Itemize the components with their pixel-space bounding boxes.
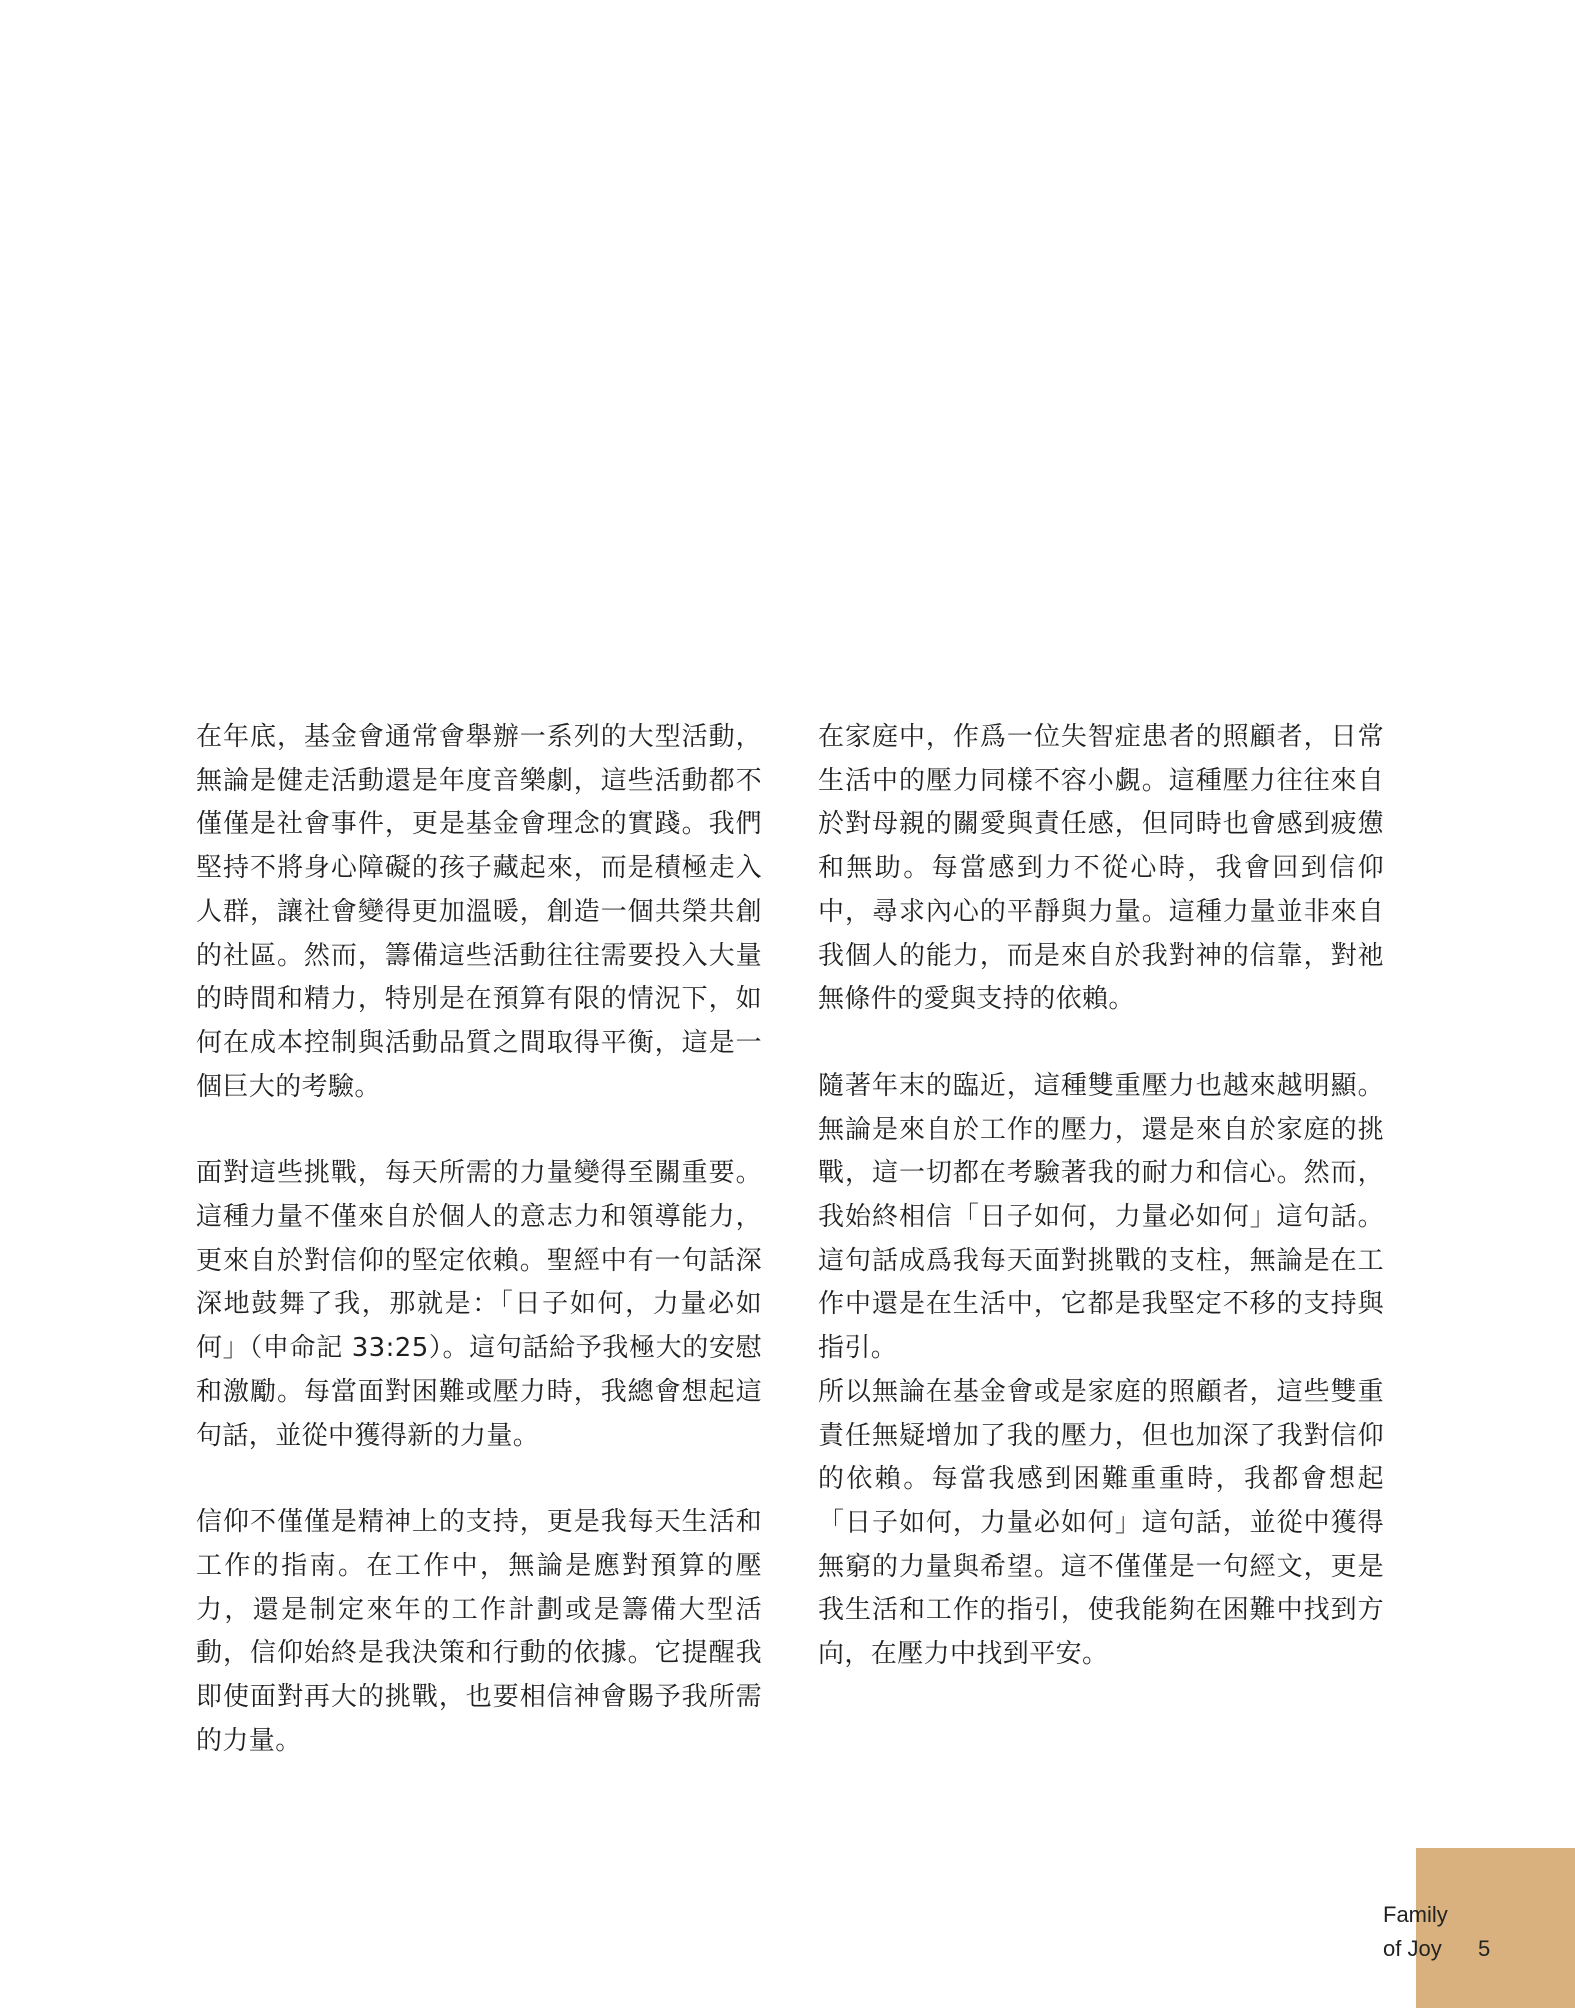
page-number: 5 xyxy=(1478,1936,1491,1961)
publication-name-line: of Joy xyxy=(1383,1936,1442,1961)
article-right-column xyxy=(818,716,1384,1677)
publication-name-line: Family xyxy=(1383,1902,1448,1927)
article-paragraph: 信仰不僅僅是精神上的支持，更是我每天生活和工作的指南。在工作中，無論是應對預算的壓力，還是制定來年的工作計劃或是籌備大型活動，信仰始終是我決策和行動的依據。它提醒我即使面對再大的挑戰，也要相信神會賜予我所需的力量。 xyxy=(196,1507,762,1756)
article-paragraph: 所以無論在基金會或是家庭的照顧者，這些雙重責任無疑增加了我的壓力，但也加深了我對信仰的依賴。每當我感到困難重重時，我都會想起「日子如何，力量必如何」這句話，並從中獲得無窮的力量與希望。這不僅僅是一句經文，更是我生活和工作的指引，使我能夠在困難中找到方向，在壓力中找到平安。 xyxy=(818,1376,1384,1670)
article-paragraph: 在家庭中，作爲一位失智症患者的照顧者，日常生活中的壓力同樣不容小覷。這種壓力往往來自於對母親的關愛與責任感，但同時也會感到疲憊和無助。每當感到力不從心時，我會回到信仰中，尋求內心的平靜與力量。這種力量並非來自我個人的能力，而是來自於我對神的信靠，對祂無條件的愛與支持的依賴。 xyxy=(818,722,1384,1015)
article-paragraph: 在年底，基金會通常會舉辦一系列的大型活動，無論是健走活動還是年度音樂劇，這些活動都不僅僅是社會事件，更是基金會理念的實踐。我們堅持不將身心障礙的孩子藏起來，而是積極走入人群，讓社會變得更加溫暖，創造一個共榮共創的社區。然而，籌備這些活動往往需要投入大量的時間和精力，特別是在預算有限的情況下，如何在成本控制與活動品質之間取得平衡，這是一個巨大的考驗。 xyxy=(196,722,762,1102)
publication-name xyxy=(1383,1898,1448,1966)
article-left-column xyxy=(196,716,762,1763)
article-paragraph: 隨著年末的臨近，這種雙重壓力也越來越明顯。無論是來自於工作的壓力，還是來自於家庭的挑戰，這一切都在考驗著我的耐力和信心。然而，我始終相信「日子如何，力量必如何」這句話。這句話成爲我每天面對挑戰的支柱，無論是在工作中還是在生活中，它都是我堅定不移的支持與指引。 xyxy=(818,1070,1384,1364)
article-paragraph: 面對這些挑戰，每天所需的力量變得至關重要。這種力量不僅來自於個人的意志力和領導能力，更來自於對信仰的堅定依賴。聖經中有一句話深深地鼓舞了我，那就是：「日子如何，力量必如何」（申命記 33:25）。這句話給予我極大的安慰和激勵。每當面對困難或壓力時，我總會想起這句話，並從中獲得新的力量。 xyxy=(196,1158,762,1451)
